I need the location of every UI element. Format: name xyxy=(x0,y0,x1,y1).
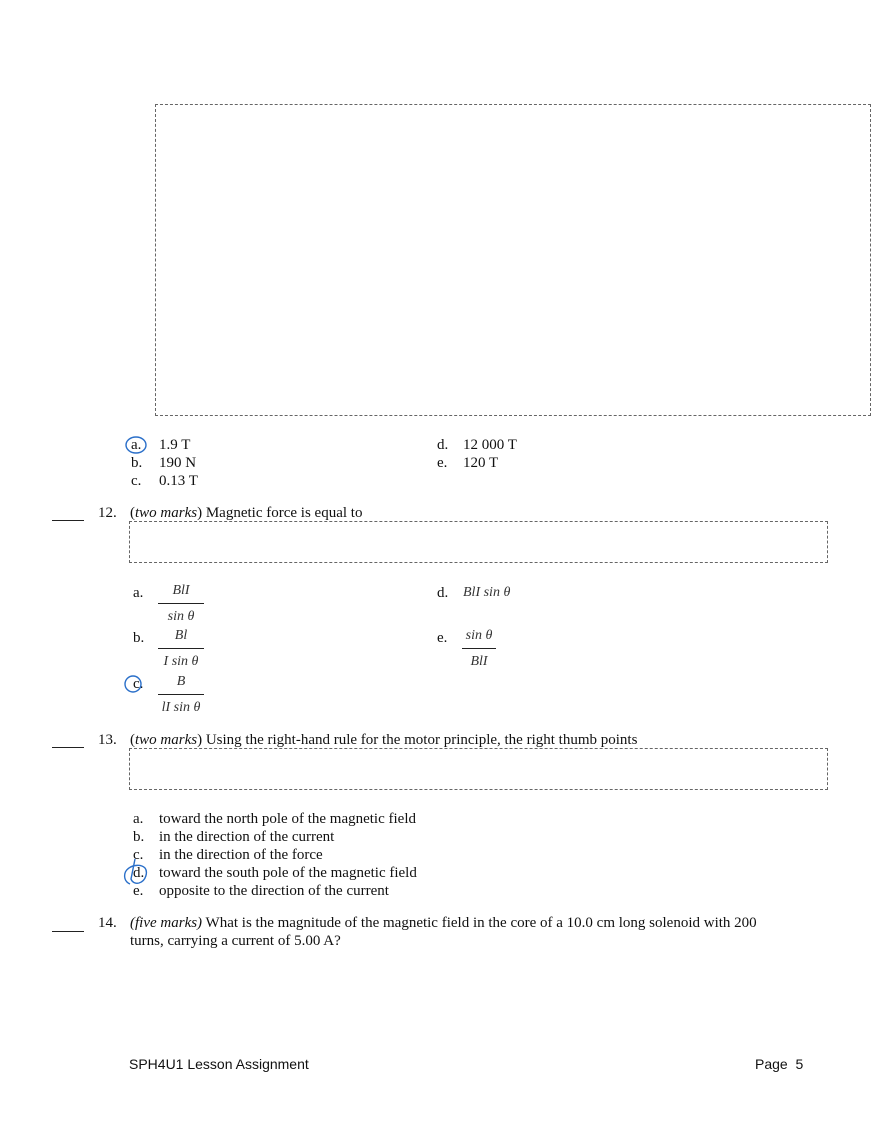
q11-option-a-letter: a. xyxy=(131,437,142,453)
q12-option-c-fraction xyxy=(158,673,204,717)
q11-option-d-text: 12 000 T xyxy=(463,437,517,453)
footer-page-number: 5 xyxy=(795,1056,804,1072)
footer-page xyxy=(755,1056,803,1072)
q12-option-a-fraction xyxy=(158,582,204,626)
q13-prompt: (two marks) Using the right-hand rule for the motor principle, the right thumb points xyxy=(130,732,638,748)
q13-number: 13. xyxy=(98,732,117,748)
fraction-bar xyxy=(158,648,204,649)
q14-number: 14. xyxy=(98,915,117,931)
q12-option-b-numerator: Bl xyxy=(174,628,188,643)
fraction-bar xyxy=(158,603,204,604)
q12-option-b-denominator: I sin θ xyxy=(163,654,199,669)
q13-prompt-text: Using the right-hand rule for the motor principle, the right thumb points xyxy=(202,732,638,748)
q13-answer-circle-icon xyxy=(121,857,151,887)
q11-option-c-text: 0.13 T xyxy=(159,473,198,489)
q12-option-b-letter: b. xyxy=(133,630,145,646)
q14-prompt-line2: turns, carrying a current of 5.00 A? xyxy=(130,933,341,949)
q14-answer-blank[interactable] xyxy=(52,917,84,932)
q12-option-a-denominator: sin θ xyxy=(167,609,195,624)
q11-option-c-letter: c. xyxy=(131,473,142,489)
q12-option-a-letter: a. xyxy=(133,585,144,601)
q12-prompt: (two marks) Magnetic force is equal to xyxy=(130,505,363,521)
footer-course-title: SPH4U1 Lesson Assignment xyxy=(129,1056,309,1072)
q13-option-a-text: toward the north pole of the magnetic field xyxy=(159,811,416,827)
footer-page-label: Page xyxy=(755,1056,788,1072)
q12-number: 12. xyxy=(98,505,117,521)
fraction-bar xyxy=(462,648,496,649)
q12-option-d-letter: d. xyxy=(437,585,449,601)
q12-option-a-numerator: BlI xyxy=(172,583,190,598)
q13-marks: two marks xyxy=(135,732,198,748)
q13-option-c-letter: c. xyxy=(133,847,144,863)
q13-option-d-text: toward the south pole of the magnetic field xyxy=(159,865,417,881)
q14-prompt-line1 xyxy=(130,914,757,932)
q12-option-c-denominator: lI sin θ xyxy=(161,700,201,715)
q13-option-a-letter: a. xyxy=(133,811,144,827)
q13-option-e-letter: e. xyxy=(133,883,144,899)
q12-option-e-letter: e. xyxy=(437,630,448,646)
q11-answer-box[interactable] xyxy=(155,104,871,416)
q12-option-b-fraction xyxy=(158,627,204,671)
q11-option-d-letter: d. xyxy=(437,437,449,453)
q13-answer-box[interactable] xyxy=(129,748,828,790)
q13-option-d-letter: d. xyxy=(133,865,145,881)
q13-option-b-letter: b. xyxy=(133,829,145,845)
q11-option-e-letter: e. xyxy=(437,455,448,471)
q13-option-e-text: opposite to the direction of the current xyxy=(159,883,389,899)
q11-option-b-text: 190 N xyxy=(159,455,197,471)
fraction-bar xyxy=(158,694,204,695)
q12-option-e-fraction xyxy=(462,627,496,671)
q13-answer-blank[interactable] xyxy=(52,733,84,748)
q12-option-c-letter: c. xyxy=(133,676,144,692)
q12-answer-box[interactable] xyxy=(129,521,828,563)
q12-option-e-numerator: sin θ xyxy=(465,628,493,643)
q11-answer-circle-icon xyxy=(124,433,150,457)
q12-answer-circle-icon xyxy=(123,673,145,695)
q14-marks: (five marks) xyxy=(130,915,203,931)
q12-option-d-expression: BlI sin θ xyxy=(463,585,511,600)
q12-option-c-numerator: B xyxy=(176,674,186,689)
q13-option-b-text: in the direction of the current xyxy=(159,829,335,845)
q11-option-e-text: 120 T xyxy=(463,455,499,471)
q12-option-e-denominator: BlI xyxy=(470,654,488,669)
q12-marks: two marks xyxy=(135,505,198,521)
q13-option-c-text: in the direction of the force xyxy=(159,847,323,863)
q11-option-a-text: 1.9 T xyxy=(159,437,191,453)
q11-option-b-letter: b. xyxy=(131,455,143,471)
q12-answer-blank[interactable] xyxy=(52,506,84,521)
q14-prompt-text: What is the magnitude of the magnetic field in the core of a 10.0 cm long solenoid with 200 xyxy=(202,915,757,931)
q12-prompt-text: Magnetic force is equal to xyxy=(202,505,363,521)
